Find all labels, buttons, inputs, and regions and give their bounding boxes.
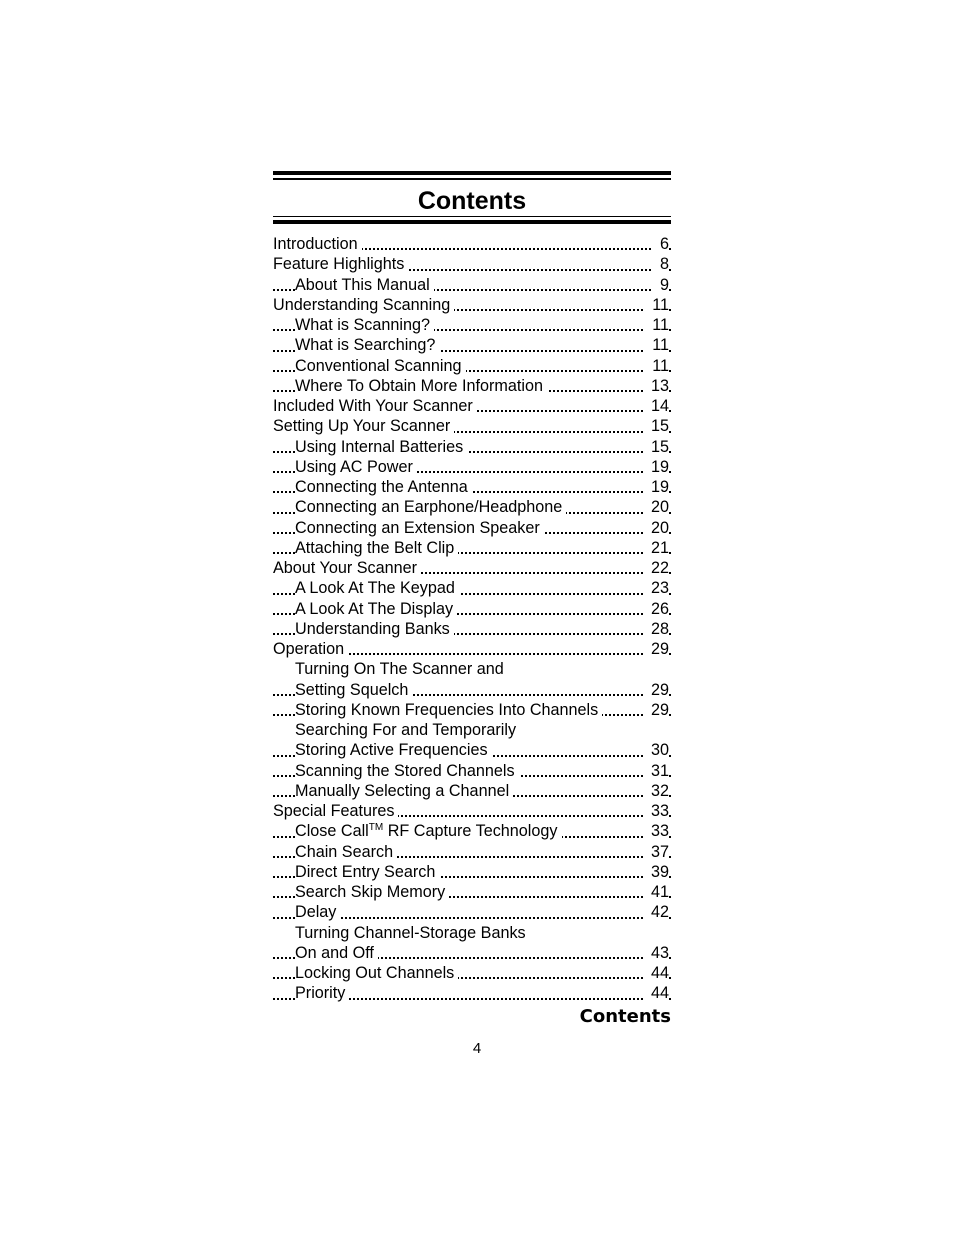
- toc-entry-label: Searching For and Temporarily: [295, 721, 520, 739]
- toc-entry-page: 29: [643, 680, 669, 700]
- toc-entry-page: 6: [652, 234, 669, 254]
- toc-entry-label: Manually Selecting a Channel: [295, 782, 513, 800]
- toc-entry-page: 33: [643, 801, 669, 821]
- toc-entry-label: Feature Highlights: [273, 255, 408, 273]
- toc-entry[interactable]: [273, 416, 671, 436]
- toc-entry[interactable]: [273, 578, 671, 598]
- toc-entry[interactable]: [273, 295, 671, 315]
- toc-entry[interactable]: [273, 720, 671, 740]
- toc-entry-page: 32: [643, 781, 669, 801]
- toc-entry-page: 20: [643, 497, 669, 517]
- toc-entry-page: 31: [643, 761, 669, 781]
- toc-entry-page: 26: [643, 599, 669, 619]
- toc-entry-page: 29: [643, 639, 669, 659]
- toc-entry[interactable]: [273, 254, 671, 274]
- toc-entry-label: Connecting the Antenna: [295, 478, 472, 496]
- toc-entry[interactable]: [273, 680, 671, 700]
- toc-entry-page: 11: [644, 356, 669, 376]
- toc-entry-page: 11: [644, 335, 669, 355]
- toc-entry-label: A Look At The Display: [295, 600, 457, 618]
- toc-entry[interactable]: [273, 882, 671, 902]
- toc-entry-label: Scanning the Stored Channels: [295, 762, 519, 780]
- toc-entry[interactable]: [273, 437, 671, 457]
- toc-entry[interactable]: [273, 356, 671, 376]
- bottom-rule-thick: [273, 220, 671, 224]
- toc-entry-label: Understanding Scanning: [273, 296, 454, 314]
- footer-section-label: Contents: [579, 1006, 671, 1027]
- toc-entry-label: Locking Out Channels: [295, 964, 458, 982]
- toc-entry-page: 22: [643, 558, 669, 578]
- toc-entry-label: Turning Channel-Storage Banks: [295, 924, 530, 942]
- toc-entry-label: Using AC Power: [295, 458, 417, 476]
- toc-entry-page: 30: [643, 740, 669, 760]
- toc-entry-page: 44: [643, 983, 669, 1003]
- toc-entry-page: 44: [643, 963, 669, 983]
- toc-entry-label: Understanding Banks: [295, 620, 454, 638]
- toc-entry-page: 11: [644, 315, 669, 335]
- toc-entry[interactable]: [273, 902, 671, 922]
- toc-entry-label: Included With Your Scanner: [273, 397, 477, 415]
- toc-entry-label: Turning On The Scanner and: [295, 660, 508, 678]
- toc-entry-label: Using Internal Batteries: [295, 438, 467, 456]
- toc-entry[interactable]: [273, 700, 671, 720]
- toc-entry-label: Introduction: [273, 235, 362, 253]
- toc-entry-page: 29: [643, 700, 669, 720]
- toc-entry-page: 19: [643, 457, 669, 477]
- toc-entry[interactable]: [273, 821, 671, 841]
- toc-entry[interactable]: [273, 518, 671, 538]
- contents-page: [273, 171, 671, 1027]
- toc-entry-page: 41: [643, 882, 669, 902]
- toc-entry-label: A Look At The Keypad: [295, 579, 459, 597]
- toc-entry-label: Setting Squelch: [295, 681, 412, 699]
- toc-entry-page: 15: [643, 416, 669, 436]
- toc-entry-label: Operation: [273, 640, 348, 658]
- toc-entry-page: 11: [644, 295, 669, 315]
- toc-entry-page: 28: [643, 619, 669, 639]
- toc-entry[interactable]: [273, 801, 671, 821]
- toc-entry[interactable]: [273, 862, 671, 882]
- toc-entry-label: Conventional Scanning: [295, 357, 466, 375]
- toc-entry[interactable]: [273, 599, 671, 619]
- toc-entry-label: Setting Up Your Scanner: [273, 417, 454, 435]
- page-title: Contents: [417, 186, 527, 215]
- toc-entry[interactable]: [273, 983, 671, 1003]
- page-number: 4: [472, 1040, 482, 1057]
- toc-entry[interactable]: [273, 396, 671, 416]
- toc-entry[interactable]: [273, 315, 671, 335]
- toc-entry-label: Close Call™ RF Capture Technology: [295, 822, 562, 840]
- toc-entry[interactable]: [273, 558, 671, 578]
- toc-entry[interactable]: [273, 457, 671, 477]
- toc-entry-page: 14: [643, 396, 669, 416]
- toc-entry-label: Delay: [295, 903, 340, 921]
- toc-entry-page: 37: [643, 842, 669, 862]
- toc-entry[interactable]: [273, 376, 671, 396]
- toc-entry[interactable]: [273, 477, 671, 497]
- toc-entry-label: Chain Search: [295, 843, 397, 861]
- toc-entry-label: On and Off: [295, 944, 378, 962]
- toc-entry[interactable]: [273, 740, 671, 760]
- table-of-contents: [273, 234, 671, 1004]
- toc-entry-label: What is Searching?: [295, 336, 439, 354]
- toc-entry-label: About Your Scanner: [273, 559, 421, 577]
- toc-entry-page: 15: [643, 437, 669, 457]
- toc-entry[interactable]: [273, 335, 671, 355]
- toc-entry[interactable]: [273, 923, 671, 943]
- toc-entry[interactable]: [273, 761, 671, 781]
- toc-entry[interactable]: [273, 619, 671, 639]
- toc-entry-page: 33: [643, 821, 669, 841]
- toc-entry-label: Attaching the Belt Clip: [295, 539, 458, 557]
- toc-entry[interactable]: [273, 943, 671, 963]
- toc-entry-page: 21: [643, 538, 669, 558]
- toc-entry[interactable]: [273, 639, 671, 659]
- toc-entry-label: Search Skip Memory: [295, 883, 449, 901]
- toc-entry-label: Direct Entry Search: [295, 863, 439, 881]
- toc-entry-page: 8: [652, 254, 669, 274]
- toc-entry[interactable]: [273, 497, 671, 517]
- toc-entry[interactable]: [273, 963, 671, 983]
- toc-entry-page: 9: [652, 275, 669, 295]
- toc-entry[interactable]: [273, 842, 671, 862]
- toc-entry-page: 43: [643, 943, 669, 963]
- toc-entry[interactable]: [273, 275, 671, 295]
- toc-entry-label: About This Manual: [295, 276, 434, 294]
- toc-entry-page: 13: [643, 376, 669, 396]
- toc-entry-label: Where To Obtain More Information: [295, 377, 547, 395]
- toc-entry-label: Connecting an Earphone/Headphone: [295, 498, 566, 516]
- toc-entry-label: Priority: [295, 984, 349, 1002]
- toc-entry-page: 42: [643, 902, 669, 922]
- toc-entry-label: Special Features: [273, 802, 398, 820]
- toc-entry[interactable]: [273, 659, 671, 679]
- toc-entry[interactable]: [273, 538, 671, 558]
- toc-entry-page: 20: [643, 518, 669, 538]
- toc-entry-label: What is Scanning?: [295, 316, 434, 334]
- trademark-superscript: TM: [368, 822, 384, 834]
- toc-entry-label: Connecting an Extension Speaker: [295, 519, 544, 537]
- toc-entry-page: 19: [643, 477, 669, 497]
- toc-entry-label: Storing Known Frequencies Into Channels: [295, 701, 602, 719]
- toc-entry-page: 39: [643, 862, 669, 882]
- toc-entry-page: 23: [643, 578, 669, 598]
- toc-entry[interactable]: [273, 234, 671, 254]
- toc-entry-label: Storing Active Frequencies: [295, 741, 492, 759]
- toc-entry[interactable]: [273, 781, 671, 801]
